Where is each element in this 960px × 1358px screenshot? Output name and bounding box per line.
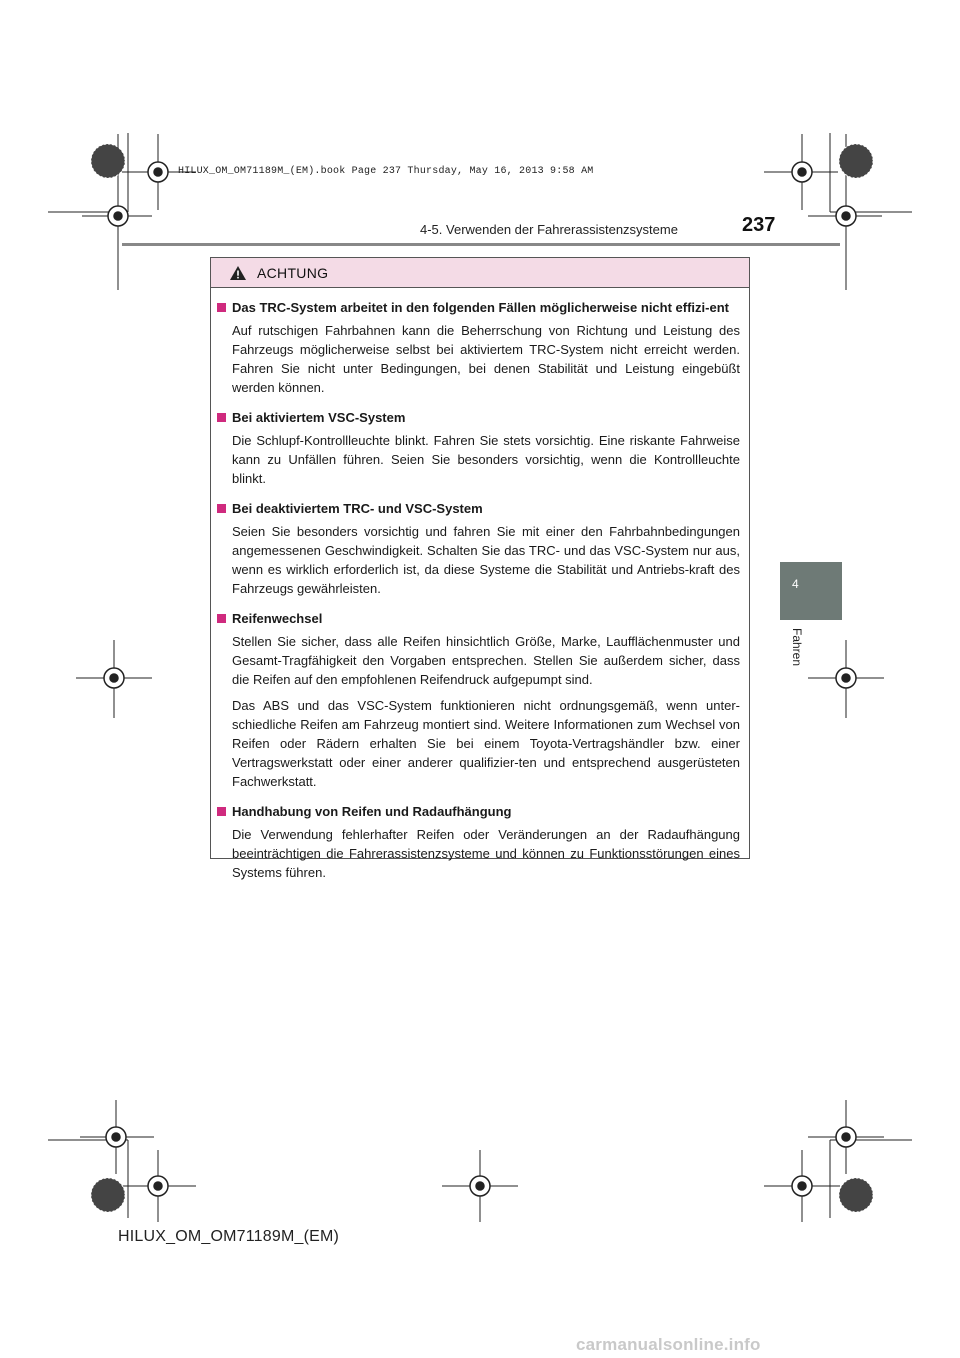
item-heading: Bei deaktiviertem TRC- und VSC-System	[232, 501, 483, 516]
item-paragraph: Die Verwendung fehlerhafter Reifen oder Veränderungen an der Radaufhängung beeinträchtigen die Fahrerassistenzsysteme und können zu Funktionsstörungen eines Systems führen.	[232, 827, 740, 880]
footer-manual-code: HILUX_OM_OM71189M_(EM)	[118, 1228, 340, 1245]
item-paragraph: Stellen Sie sicher, dass alle Reifen hinsichtlich Größe, Marke, Laufflächenmuster und Gesamt-Tragfähigkeit den Vorgaben entsprechen. Stellen Sie außerdem sicher, dass die Reifen auf den empfohlenen Reifendruck aufgepumpt sind.	[232, 634, 740, 687]
warning-item	[217, 499, 740, 598]
warning-item	[217, 408, 740, 488]
bullet-square-icon	[217, 614, 226, 623]
bullet-square-icon	[217, 504, 226, 513]
chapter-label: Fahren	[790, 628, 804, 667]
warning-triangle-icon	[229, 265, 247, 281]
warning-header	[211, 258, 749, 288]
bullet-square-icon	[217, 413, 226, 422]
watermark: carmanualsonline.info	[576, 1335, 761, 1354]
item-paragraph: Auf rutschigen Fahrbahnen kann die Beherrschung von Richtung und Leistung des Fahrzeugs möglicherweise selbst bei aktiviertem TRC-System nicht erreicht werden. Fahren Sie nicht unter Bedingungen, bei denen Stabilität und Leistung eingebüßt werden können.	[232, 323, 740, 395]
item-paragraph: Das ABS und das VSC-System funktionieren nicht ordnungsgemäß, wenn unter-schiedliche Reifen am Fahrzeug montiert sind. Weitere Informationen zum Wechsel von Reifen oder Rädern erhalten Sie bei einem Toyota-Vertragshändler bzw. einer Vertragswerkstatt oder einer anderer qualifizier-ten und entsprechend ausgerüsteten Fachwerkstatt.	[232, 698, 740, 789]
item-heading: Das TRC-System arbeitet in den folgenden Fällen möglicherweise nicht effizi-ent	[232, 300, 729, 315]
warning-body	[211, 288, 749, 882]
warning-item	[217, 609, 740, 791]
warning-item	[217, 802, 740, 882]
print-info: HILUX_OM_OM71189M_(EM).book Page 237 Thursday, May 16, 2013 9:58 AM	[178, 166, 594, 177]
header-divider	[122, 243, 840, 246]
item-paragraph: Die Schlupf-Kontrollleuchte blinkt. Fahren Sie stets vorsichtig. Eine riskante Fahrweise kann zu Unfällen führen. Seien Sie besonders vorsichtig, wenn die Kontrollleuchte blinkt.	[232, 433, 740, 486]
warning-box	[210, 257, 750, 880]
warning-item	[217, 298, 740, 397]
bullet-square-icon	[217, 807, 226, 816]
chapter-number: 4	[792, 577, 799, 591]
chapter-tab	[780, 562, 842, 620]
bullet-square-icon	[217, 303, 226, 312]
item-heading: Handhabung von Reifen und Radaufhängung	[232, 804, 512, 819]
warning-title: ACHTUNG	[257, 264, 329, 281]
page-number: 237	[742, 214, 776, 236]
item-heading: Bei aktiviertem VSC-System	[232, 410, 406, 425]
section-title: 4-5. Verwenden der Fahrerassistenzsysteme	[420, 222, 678, 237]
item-paragraph: Seien Sie besonders vorsichtig und fahren Sie mit einer den Fahrbahnbedingungen angemessenen Geschwindigkeit. Schalten Sie das TRC- und das VSC-System nur aus, wenn es wirklich erforderlich ist, da diese Systeme die Stabilität und Antriebs-kraft des Fahrzeugs gewährleisten.	[232, 524, 740, 596]
item-heading: Reifenwechsel	[232, 611, 323, 626]
